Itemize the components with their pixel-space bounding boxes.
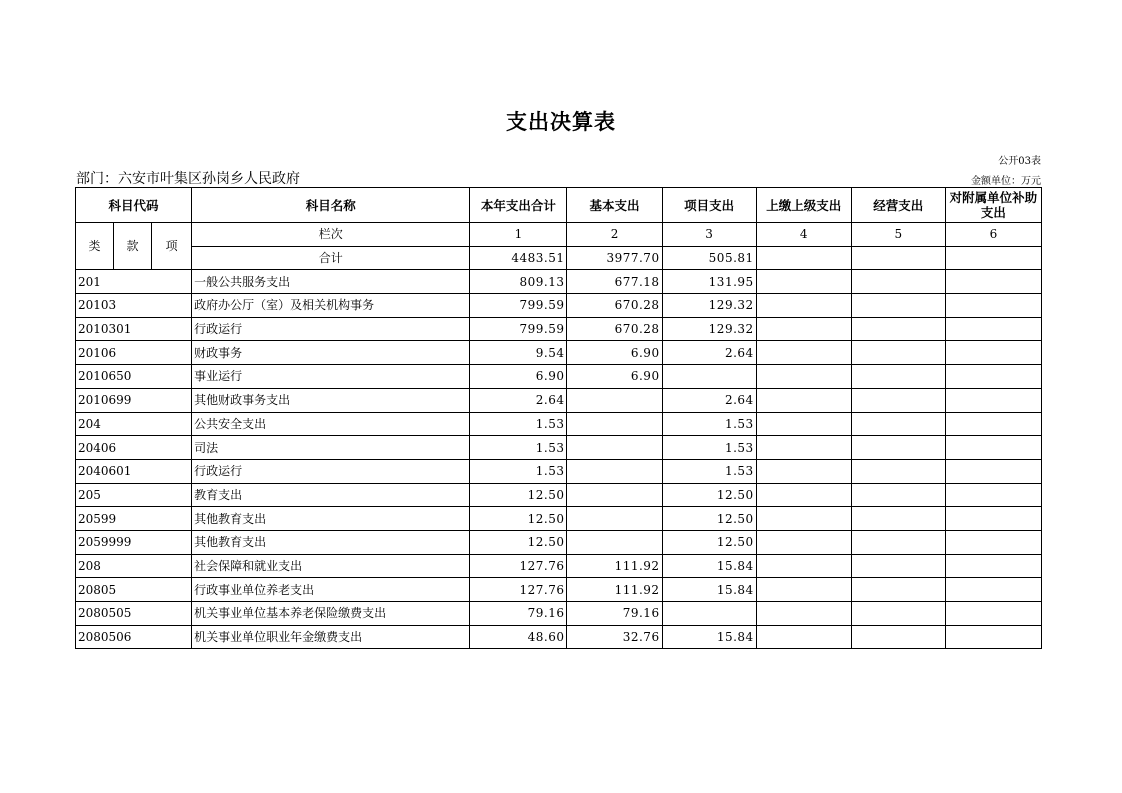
header-lei: 类 <box>76 223 114 270</box>
row-business <box>851 365 945 389</box>
row-name: 行政事业单位养老支出 <box>192 578 470 602</box>
row-total: 1.53 <box>470 436 567 460</box>
row-name: 财政事务 <box>192 341 470 365</box>
row-basic <box>567 388 662 412</box>
table-row <box>76 341 1042 365</box>
row-business <box>851 412 945 436</box>
row-business <box>851 625 945 649</box>
totals-total: 4483.51 <box>470 246 567 270</box>
row-business <box>851 530 945 554</box>
row-name: 其他教育支出 <box>192 530 470 554</box>
row-name: 教育支出 <box>192 483 470 507</box>
table-row <box>76 459 1042 483</box>
column-number: 3 <box>662 223 756 247</box>
row-subsidy <box>945 530 1041 554</box>
row-subsidy <box>945 459 1041 483</box>
row-project: 12.50 <box>662 530 756 554</box>
row-total: 12.50 <box>470 507 567 531</box>
row-business <box>851 578 945 602</box>
table-row <box>76 507 1042 531</box>
totals-upper <box>756 246 851 270</box>
row-total: 799.59 <box>470 317 567 341</box>
row-total: 2.64 <box>470 388 567 412</box>
row-subsidy <box>945 507 1041 531</box>
row-project <box>662 365 756 389</box>
table-row <box>76 578 1042 602</box>
row-upper <box>756 602 851 626</box>
row-upper <box>756 507 851 531</box>
row-total: 127.76 <box>470 578 567 602</box>
row-subsidy <box>945 625 1041 649</box>
row-name: 社会保障和就业支出 <box>192 554 470 578</box>
column-number: 1 <box>470 223 567 247</box>
row-business <box>851 294 945 318</box>
row-code: 208 <box>76 554 192 578</box>
row-name: 行政运行 <box>192 459 470 483</box>
row-name: 政府办公厅（室）及相关机构事务 <box>192 294 470 318</box>
row-upper <box>756 483 851 507</box>
header-xiang: 项 <box>152 223 192 270</box>
row-business <box>851 483 945 507</box>
row-upper <box>756 412 851 436</box>
row-subsidy <box>945 602 1041 626</box>
row-basic <box>567 530 662 554</box>
header-business: 经营支出 <box>851 188 945 223</box>
row-code: 204 <box>76 412 192 436</box>
column-number: 5 <box>851 223 945 247</box>
row-upper <box>756 625 851 649</box>
row-total: 809.13 <box>470 270 567 294</box>
row-total: 127.76 <box>470 554 567 578</box>
row-project: 1.53 <box>662 412 756 436</box>
row-upper <box>756 270 851 294</box>
row-basic: 32.76 <box>567 625 662 649</box>
row-project: 129.32 <box>662 317 756 341</box>
table-row <box>76 436 1042 460</box>
header-basic: 基本支出 <box>567 188 662 223</box>
header-total: 本年支出合计 <box>470 188 567 223</box>
row-code: 20406 <box>76 436 192 460</box>
row-code: 20103 <box>76 294 192 318</box>
unit-label: 金额单位：万元 <box>971 176 1041 187</box>
row-business <box>851 602 945 626</box>
row-name: 一般公共服务支出 <box>192 270 470 294</box>
row-total: 48.60 <box>470 625 567 649</box>
row-project: 129.32 <box>662 294 756 318</box>
table-row <box>76 365 1042 389</box>
row-name: 行政运行 <box>192 317 470 341</box>
row-basic: 111.92 <box>567 578 662 602</box>
row-upper <box>756 459 851 483</box>
row-basic: 6.90 <box>567 365 662 389</box>
row-code: 20805 <box>76 578 192 602</box>
expenditure-table <box>75 187 1042 649</box>
row-project: 2.64 <box>662 388 756 412</box>
row-basic: 79.16 <box>567 602 662 626</box>
row-basic: 670.28 <box>567 317 662 341</box>
column-number-row <box>76 223 1042 247</box>
row-name: 司法 <box>192 436 470 460</box>
column-number: 4 <box>756 223 851 247</box>
row-total: 6.90 <box>470 365 567 389</box>
header-lanci: 栏次 <box>192 223 470 247</box>
row-total: 1.53 <box>470 459 567 483</box>
row-business <box>851 436 945 460</box>
row-subsidy <box>945 483 1041 507</box>
row-code: 2059999 <box>76 530 192 554</box>
row-project: 12.50 <box>662 507 756 531</box>
row-project <box>662 602 756 626</box>
row-project: 12.50 <box>662 483 756 507</box>
row-code: 201 <box>76 270 192 294</box>
row-business <box>851 507 945 531</box>
row-business <box>851 459 945 483</box>
totals-business <box>851 246 945 270</box>
row-business <box>851 270 945 294</box>
row-basic <box>567 459 662 483</box>
row-subsidy <box>945 365 1041 389</box>
totals-label: 合计 <box>192 246 470 270</box>
row-upper <box>756 317 851 341</box>
row-basic: 677.18 <box>567 270 662 294</box>
row-project: 131.95 <box>662 270 756 294</box>
row-basic <box>567 483 662 507</box>
header-code: 科目代码 <box>76 188 192 223</box>
row-code: 2040601 <box>76 459 192 483</box>
row-code: 2010699 <box>76 388 192 412</box>
row-subsidy <box>945 412 1041 436</box>
row-basic <box>567 436 662 460</box>
row-basic <box>567 507 662 531</box>
table-row <box>76 294 1042 318</box>
row-total: 799.59 <box>470 294 567 318</box>
row-upper <box>756 554 851 578</box>
row-code: 2010301 <box>76 317 192 341</box>
row-subsidy <box>945 554 1041 578</box>
row-name: 机关事业单位职业年金缴费支出 <box>192 625 470 649</box>
column-number: 2 <box>567 223 662 247</box>
form-number: 公开03表 <box>998 156 1041 167</box>
header-kuan: 款 <box>114 223 152 270</box>
row-project: 1.53 <box>662 436 756 460</box>
row-total: 12.50 <box>470 483 567 507</box>
row-upper <box>756 578 851 602</box>
header-upper: 上缴上级支出 <box>756 188 851 223</box>
row-code: 20599 <box>76 507 192 531</box>
row-code: 2080505 <box>76 602 192 626</box>
row-name: 公共安全支出 <box>192 412 470 436</box>
row-basic: 111.92 <box>567 554 662 578</box>
row-basic: 6.90 <box>567 341 662 365</box>
column-number: 6 <box>945 223 1041 247</box>
header-subsidy: 对附属单位补助支出 <box>945 188 1041 223</box>
row-total: 12.50 <box>470 530 567 554</box>
row-project: 15.84 <box>662 578 756 602</box>
table-body <box>76 270 1042 649</box>
row-business <box>851 317 945 341</box>
page-title: 支出决算表 <box>506 109 616 134</box>
header-row <box>76 188 1042 223</box>
row-subsidy <box>945 388 1041 412</box>
row-project: 1.53 <box>662 459 756 483</box>
table-row <box>76 317 1042 341</box>
row-project: 15.84 <box>662 554 756 578</box>
table-row <box>76 602 1042 626</box>
row-subsidy <box>945 317 1041 341</box>
table-row <box>76 530 1042 554</box>
table-row <box>76 625 1042 649</box>
row-subsidy <box>945 270 1041 294</box>
row-upper <box>756 530 851 554</box>
table-row <box>76 412 1042 436</box>
row-name: 其他财政事务支出 <box>192 388 470 412</box>
header-project: 项目支出 <box>662 188 756 223</box>
row-project: 2.64 <box>662 341 756 365</box>
row-total: 9.54 <box>470 341 567 365</box>
row-upper <box>756 341 851 365</box>
table-row <box>76 388 1042 412</box>
row-upper <box>756 365 851 389</box>
row-code: 2010650 <box>76 365 192 389</box>
row-project: 15.84 <box>662 625 756 649</box>
totals-basic: 3977.70 <box>567 246 662 270</box>
row-upper <box>756 436 851 460</box>
table-row <box>76 483 1042 507</box>
row-business <box>851 341 945 365</box>
row-basic: 670.28 <box>567 294 662 318</box>
row-subsidy <box>945 341 1041 365</box>
row-name: 机关事业单位基本养老保险缴费支出 <box>192 602 470 626</box>
row-code: 2080506 <box>76 625 192 649</box>
row-subsidy <box>945 436 1041 460</box>
department-label: 部门：六安市叶集区孙岗乡人民政府 <box>76 171 300 187</box>
row-name: 其他教育支出 <box>192 507 470 531</box>
row-name: 事业运行 <box>192 365 470 389</box>
totals-row <box>76 246 1042 270</box>
row-basic <box>567 412 662 436</box>
row-code: 20106 <box>76 341 192 365</box>
table-row <box>76 554 1042 578</box>
row-business <box>851 388 945 412</box>
row-upper <box>756 388 851 412</box>
row-total: 79.16 <box>470 602 567 626</box>
row-total: 1.53 <box>470 412 567 436</box>
header-name: 科目名称 <box>192 188 470 223</box>
totals-subsidy <box>945 246 1041 270</box>
row-code: 205 <box>76 483 192 507</box>
row-subsidy <box>945 294 1041 318</box>
totals-project: 505.81 <box>662 246 756 270</box>
table-row <box>76 270 1042 294</box>
row-upper <box>756 294 851 318</box>
row-subsidy <box>945 578 1041 602</box>
row-business <box>851 554 945 578</box>
